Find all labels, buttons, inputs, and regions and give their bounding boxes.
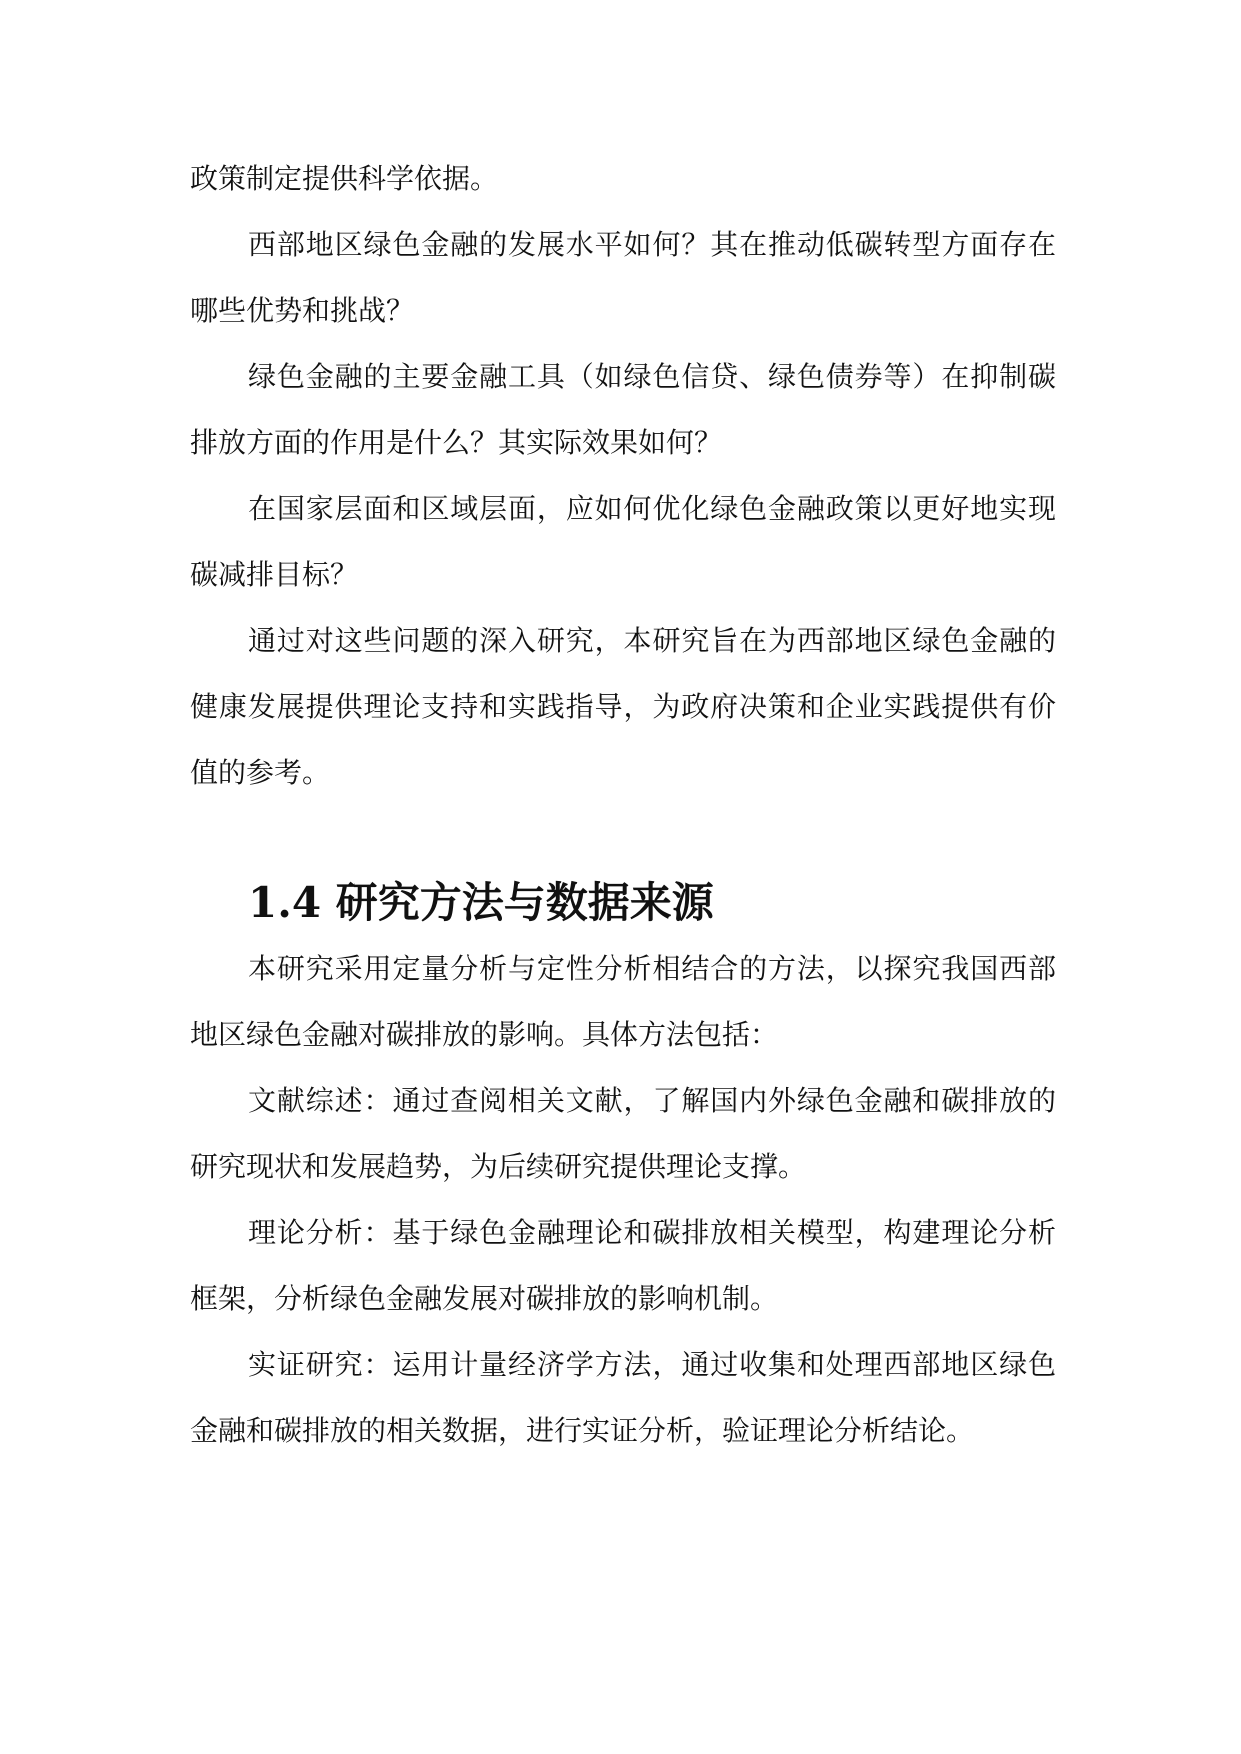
paragraph: 实证研究：运用计量经济学方法，通过收集和处理西部地区绿色金融和碳排放的相关数据，进行实证分析，验证理论分析结论。 <box>190 1348 1056 1447</box>
document-body <box>190 146 1056 1464</box>
paragraph: 理论分析：基于绿色金融理论和碳排放相关模型，构建理论分析框架，分析绿色金融发展对碳排放的影响机制。 <box>190 1216 1056 1315</box>
paragraph: 文献综述：通过查阅相关文献，了解国内外绿色金融和碳排放的研究现状和发展趋势，为后续研究提供理论支撑。 <box>190 1084 1056 1183</box>
paragraph: 西部地区绿色金融的发展水平如何？其在推动低碳转型方面存在哪些优势和挑战？ <box>190 228 1056 327</box>
paragraph: 通过对这些问题的深入研究，本研究旨在为西部地区绿色金融的健康发展提供理论支持和实践指导，为政府决策和企业实践提供有价值的参考。 <box>190 624 1056 789</box>
paragraph: 绿色金融的主要金融工具（如绿色信贷、绿色债券等）在抑制碳排放方面的作用是什么？其实际效果如何？ <box>190 360 1056 459</box>
paragraph: 政策制定提供科学依据。 <box>190 162 499 195</box>
paragraph: 本研究采用定量分析与定性分析相结合的方法，以探究我国西部地区绿色金融对碳排放的影响。具体方法包括： <box>190 952 1056 1051</box>
section-heading: 1.4 研究方法与数据来源 <box>248 878 714 927</box>
paragraph: 在国家层面和区域层面，应如何优化绿色金融政策以更好地实现碳减排目标？ <box>190 492 1056 591</box>
